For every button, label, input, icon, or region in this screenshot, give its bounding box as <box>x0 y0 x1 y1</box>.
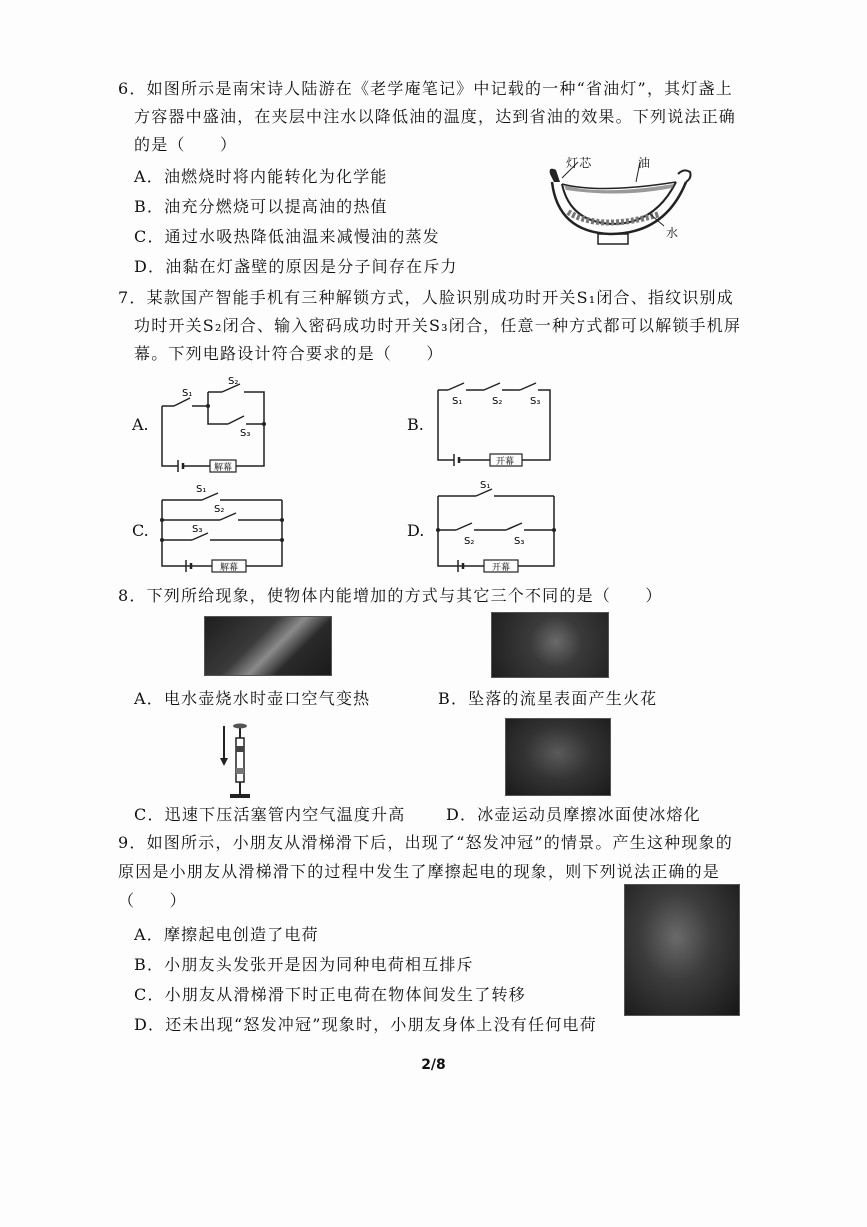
circuit-d-switch-s3: S₃ <box>514 536 525 547</box>
q6-water-label: 水 <box>666 226 680 240</box>
circuit-b-switch-s2: S₂ <box>492 396 503 407</box>
q9-stem-line1: 9．如图所示，小朋友从滑梯滑下后，出现了“怒发冲冠”的情景。产生这种现象的 <box>118 833 733 852</box>
q8-option-c: C．迅速下压活塞管内空气温度升高 <box>134 805 406 824</box>
circuit-c-switch-s1: S₁ <box>196 484 207 495</box>
q8-option-d: D．冰壶运动员摩擦冰面使冰熔化 <box>446 805 701 824</box>
circuit-a-switch-s3: S₃ <box>240 428 251 439</box>
circuit-d-letter: D. <box>407 521 425 540</box>
q8-stem: 8．下列所给现象，使物体内能增加的方式与其它三个不同的是（ ） <box>118 586 663 605</box>
circuit-a-switch-s2: S₂ <box>228 376 239 387</box>
q6-wick-label: 灯芯 <box>566 156 593 170</box>
circuit-d-switch-s1: S₁ <box>480 480 491 491</box>
q6-option-b: B．油充分燃烧可以提高油的热值 <box>134 197 388 216</box>
q6-stem-line2: 方容器中盛油，在夹层中注水以降低油的温度，达到省油的效果。下列说法正确 <box>134 107 737 126</box>
q6-option-d: D．油黏在灯盏壁的原因是分子间存在斥力 <box>134 257 458 276</box>
circuit-c-diagram <box>158 484 286 576</box>
circuit-a-diagram <box>158 376 268 471</box>
q7-stem-line3: 幕。下列电路设计符合要求的是（ ） <box>134 344 444 363</box>
q9-stem-line3: （ ） <box>118 891 187 910</box>
q9-option-b: B．小朋友头发张开是因为同种电荷相互排斥 <box>134 955 474 974</box>
page-number: 2/8 <box>421 1057 446 1073</box>
circuit-c-switch-s2: S₂ <box>214 504 225 515</box>
q8-option-b: B．坠落的流星表面产生火花 <box>438 689 658 708</box>
q9-photo-hair <box>624 884 740 1016</box>
circuit-d-switch-s2: S₂ <box>464 536 475 547</box>
q6-stem-line1: 6．如图所示是南宋诗人陆游在《老学庵笔记》中记载的一种“省油灯”，其灯盏上 <box>118 79 733 98</box>
q9-stem-line2: 原因是小朋友从滑梯滑下的过程中发生了摩擦起电的现象，则下列说法正确的是 <box>118 862 721 881</box>
circuit-c-switch-s3: S₃ <box>192 524 203 535</box>
circuit-b-diagram <box>434 378 554 470</box>
circuit-d-diagram <box>434 480 558 576</box>
circuit-a-switch-s1: S₁ <box>182 388 193 399</box>
q7-stem-line1: 7．某款国产智能手机有三种解锁方式，人脸识别成功时开关S₁闭合、指纹识别成 <box>118 288 734 307</box>
q6-oil-label: 油 <box>638 156 652 170</box>
q8-photo-b-meteor <box>491 612 609 678</box>
q9-option-a: A．摩擦起电创造了电荷 <box>134 925 319 944</box>
q6-option-c: C．通过水吸热降低油温来减慢油的蒸发 <box>134 227 440 246</box>
circuit-a-load: 解幕 <box>214 463 233 473</box>
circuit-b-letter: B. <box>407 415 424 434</box>
q7-stem-line2: 功时开关S₂闭合、输入密码成功时开关S₃闭合，任意一种方式都可以解锁手机屏 <box>134 316 742 335</box>
q8-figure-c-piston <box>218 722 254 802</box>
q8-photo-a-kettle <box>204 616 332 676</box>
q8-option-a: A．电水壶烧水时壶口空气变热 <box>134 689 371 708</box>
circuit-c-letter: C. <box>132 521 149 540</box>
q9-option-c: C．小朋友从滑梯滑下时正电荷在物体间发生了转移 <box>134 985 526 1004</box>
q8-photo-d-curling <box>505 718 611 796</box>
q9-option-d: D．还未出现“怒发冲冠”现象时，小朋友身体上没有任何电荷 <box>134 1015 597 1034</box>
q6-option-a: A．油燃烧时将内能转化为化学能 <box>134 167 388 186</box>
circuit-b-load: 开幕 <box>496 457 515 467</box>
circuit-b-switch-s3: S₃ <box>530 396 541 407</box>
circuit-a-letter: A. <box>132 415 149 434</box>
circuit-d-load: 开幕 <box>492 563 511 573</box>
circuit-b-switch-s1: S₁ <box>452 396 463 407</box>
circuit-c-load: 解幕 <box>220 563 239 573</box>
q6-stem-line3: 的是（ ） <box>134 135 238 154</box>
